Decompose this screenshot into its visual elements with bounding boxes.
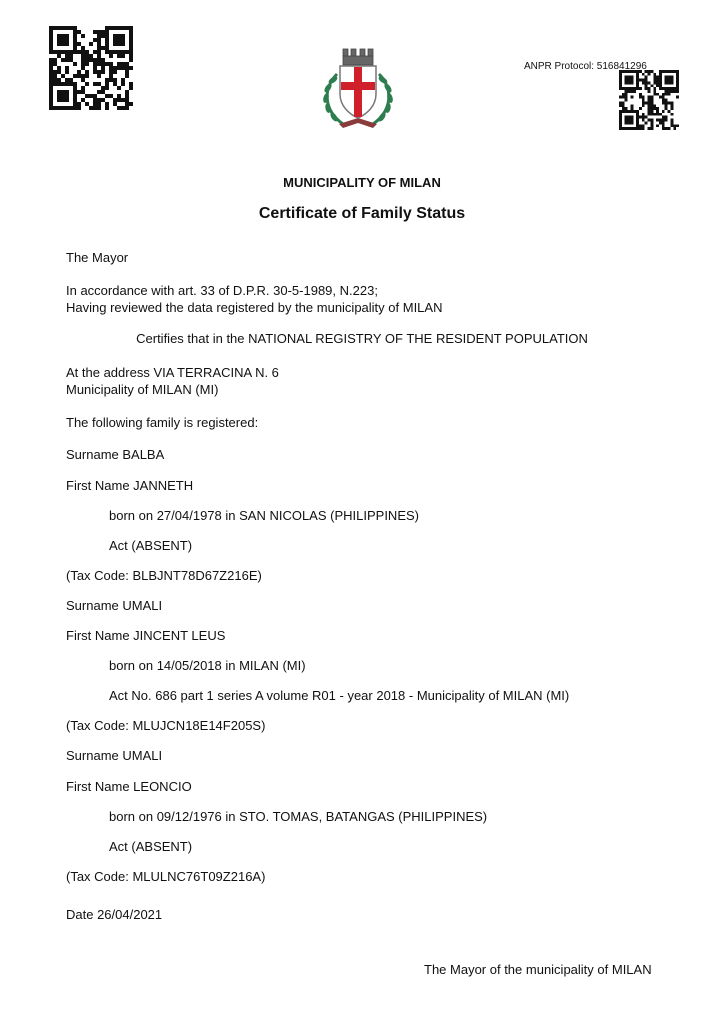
certifies-line: Certifies that in the NATIONAL REGISTRY OF THE RESIDENT POPULATION — [136, 331, 588, 346]
mayor-line: The Mayor — [66, 250, 129, 265]
address-municipality-line: Municipality of MILAN (MI) — [66, 382, 219, 397]
member-first-name: First Name LEONCIO — [66, 779, 192, 794]
certificate-title: Certificate of Family Status — [258, 205, 466, 222]
member-surname: Surname BALBA — [66, 447, 165, 462]
anpr-protocol: ANPR Protocol: 516841296 — [524, 61, 647, 72]
member-surname: Surname UMALI — [66, 748, 163, 763]
member-act: Act (ABSENT) — [109, 538, 193, 553]
member-first-name: First Name JANNETH — [66, 478, 194, 493]
municipality-heading: MUNICIPALITY OF MILAN — [283, 175, 441, 190]
member-born: born on 27/04/1978 in SAN NICOLAS (PHILIPPINES) — [109, 508, 419, 523]
member-tax-code: (Tax Code: MLULNC76T09Z216A) — [66, 869, 266, 884]
qr-code-right-icon — [618, 70, 680, 130]
member-act: Act No. 686 part 1 series A volume R01 - year 2018 - Municipality of MILAN (MI) — [109, 688, 570, 703]
member-born: born on 09/12/1976 in STO. TOMAS, BATANGAS (PHILIPPINES) — [109, 809, 488, 824]
qr-code-left-icon — [48, 26, 134, 110]
address-line: At the address VIA TERRACINA N. 6 — [66, 365, 279, 380]
signature-line: The Mayor of the municipality of MILAN — [424, 962, 652, 977]
member-born: born on 14/05/2018 in MILAN (MI) — [109, 658, 306, 673]
milan-coat-of-arms-icon — [317, 44, 399, 132]
family-intro-line: The following family is registered: — [66, 415, 259, 430]
document-date: Date 26/04/2021 — [66, 907, 163, 922]
member-tax-code: (Tax Code: BLBJNT78D67Z216E) — [66, 568, 262, 583]
member-act: Act (ABSENT) — [109, 839, 193, 854]
member-surname: Surname UMALI — [66, 598, 163, 613]
member-first-name: First Name JINCENT LEUS — [66, 628, 226, 643]
accordance-line: In accordance with art. 33 of D.P.R. 30-5-1989, N.223; — [66, 283, 378, 298]
reviewed-line: Having reviewed the data registered by the municipality of MILAN — [66, 300, 443, 315]
member-tax-code: (Tax Code: MLUJCN18E14F205S) — [66, 718, 266, 733]
